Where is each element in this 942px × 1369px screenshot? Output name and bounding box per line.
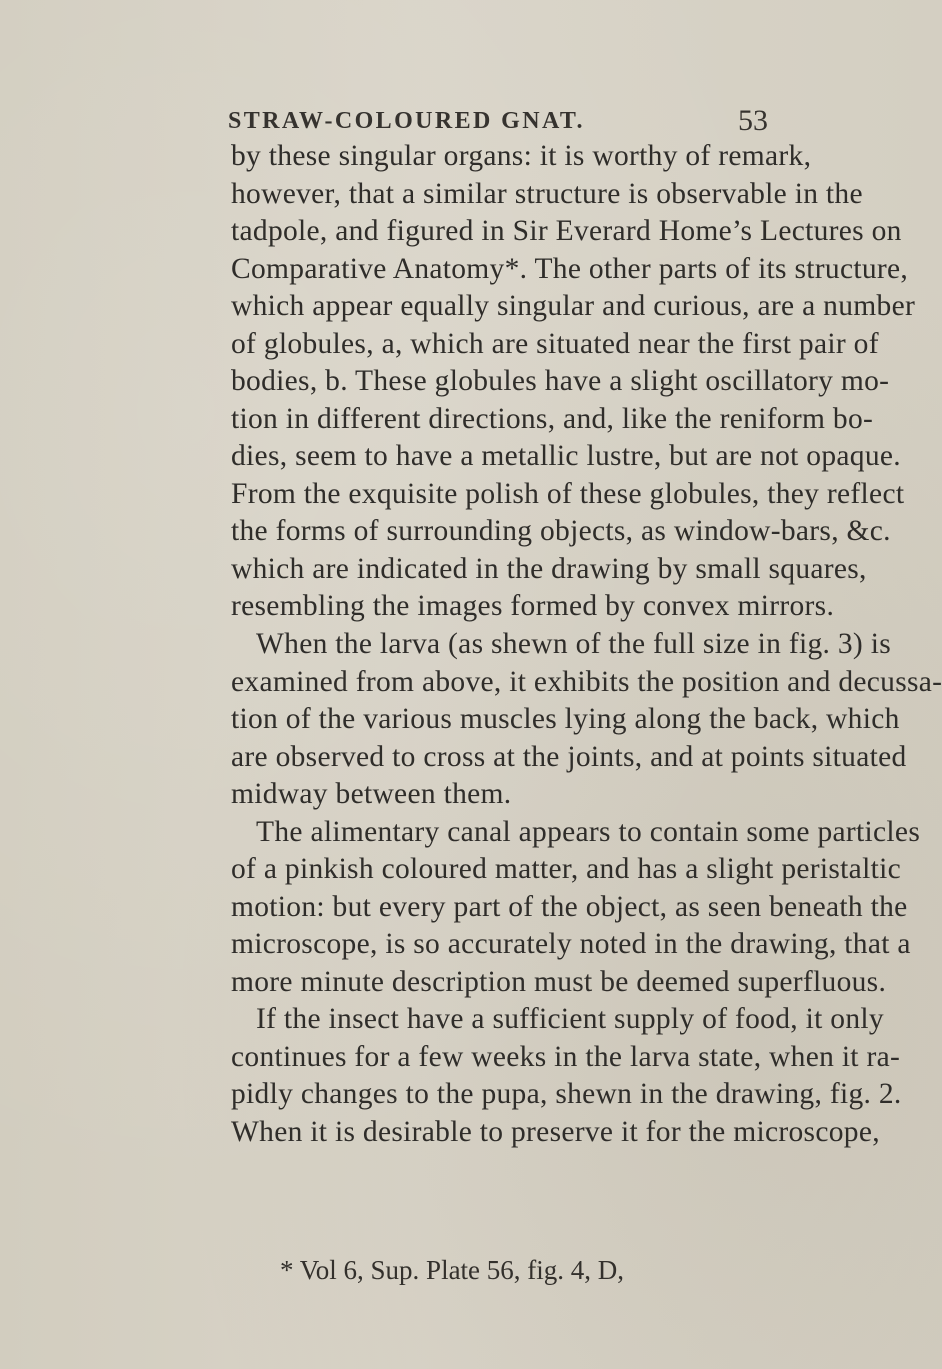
- text-line: continues for a few weeks in the larva state, when it ra-: [231, 1041, 901, 1073]
- text-line: midway between them.: [231, 778, 512, 810]
- text-line: resembling the images formed by convex mirrors.: [231, 590, 835, 622]
- text-line: dies, seem to have a metallic lustre, but are not opaque.: [231, 440, 901, 472]
- running-title: STRAW-COLOURED GNAT.: [228, 108, 585, 134]
- text-line: bodies, b. These globules have a slight oscillatory mo-: [231, 365, 890, 397]
- text-line: pidly changes to the pupa, shewn in the drawing, fig. 2.: [231, 1078, 902, 1110]
- text-line: the forms of surrounding objects, as window-bars, &c.: [231, 515, 891, 547]
- text-line: Comparative Anatomy*. The other parts of its structure,: [231, 253, 909, 285]
- text-line: tion of the various muscles lying along the back, which: [231, 703, 900, 735]
- text-line: motion: but every part of the object, as seen beneath the: [231, 891, 908, 923]
- text-line: of globules, a, which are situated near the first pair of: [231, 328, 879, 360]
- text-line: of a pinkish coloured matter, and has a slight peristaltic: [231, 853, 901, 885]
- text-line: When it is desirable to preserve it for the microscope,: [231, 1116, 880, 1148]
- text-line: tadpole, and figured in Sir Everard Home’s Lectures on: [231, 215, 902, 247]
- text-line: which are indicated in the drawing by small squares,: [231, 553, 867, 585]
- text-line: more minute description must be deemed superfluous.: [231, 966, 887, 998]
- footnote: * Vol 6, Sup. Plate 56, fig. 4, D,: [280, 1255, 625, 1285]
- text-line: are observed to cross at the joints, and at points situated: [231, 741, 907, 773]
- paragraph-start-line: If the insect have a sufficient supply of food, it only: [256, 1003, 884, 1035]
- text-line: however, that a similar structure is observable in the: [231, 178, 863, 210]
- paragraph-start-line: The alimentary canal appears to contain some particles: [256, 816, 921, 848]
- text-line: examined from above, it exhibits the position and decussa-: [231, 666, 942, 698]
- page-number: 53: [738, 104, 768, 137]
- text-line: From the exquisite polish of these globules, they reflect: [231, 478, 905, 510]
- paragraph-start-line: When the larva (as shewn of the full size in fig. 3) is: [256, 628, 891, 660]
- text-line: microscope, is so accurately noted in the drawing, that a: [231, 928, 911, 960]
- text-line: by these singular organs: it is worthy of remark,: [231, 140, 812, 172]
- text-line: tion in different directions, and, like the reniform bo-: [231, 403, 874, 435]
- text-line: which appear equally singular and curious, are a number: [231, 290, 916, 322]
- page-header: [0, 104, 800, 138]
